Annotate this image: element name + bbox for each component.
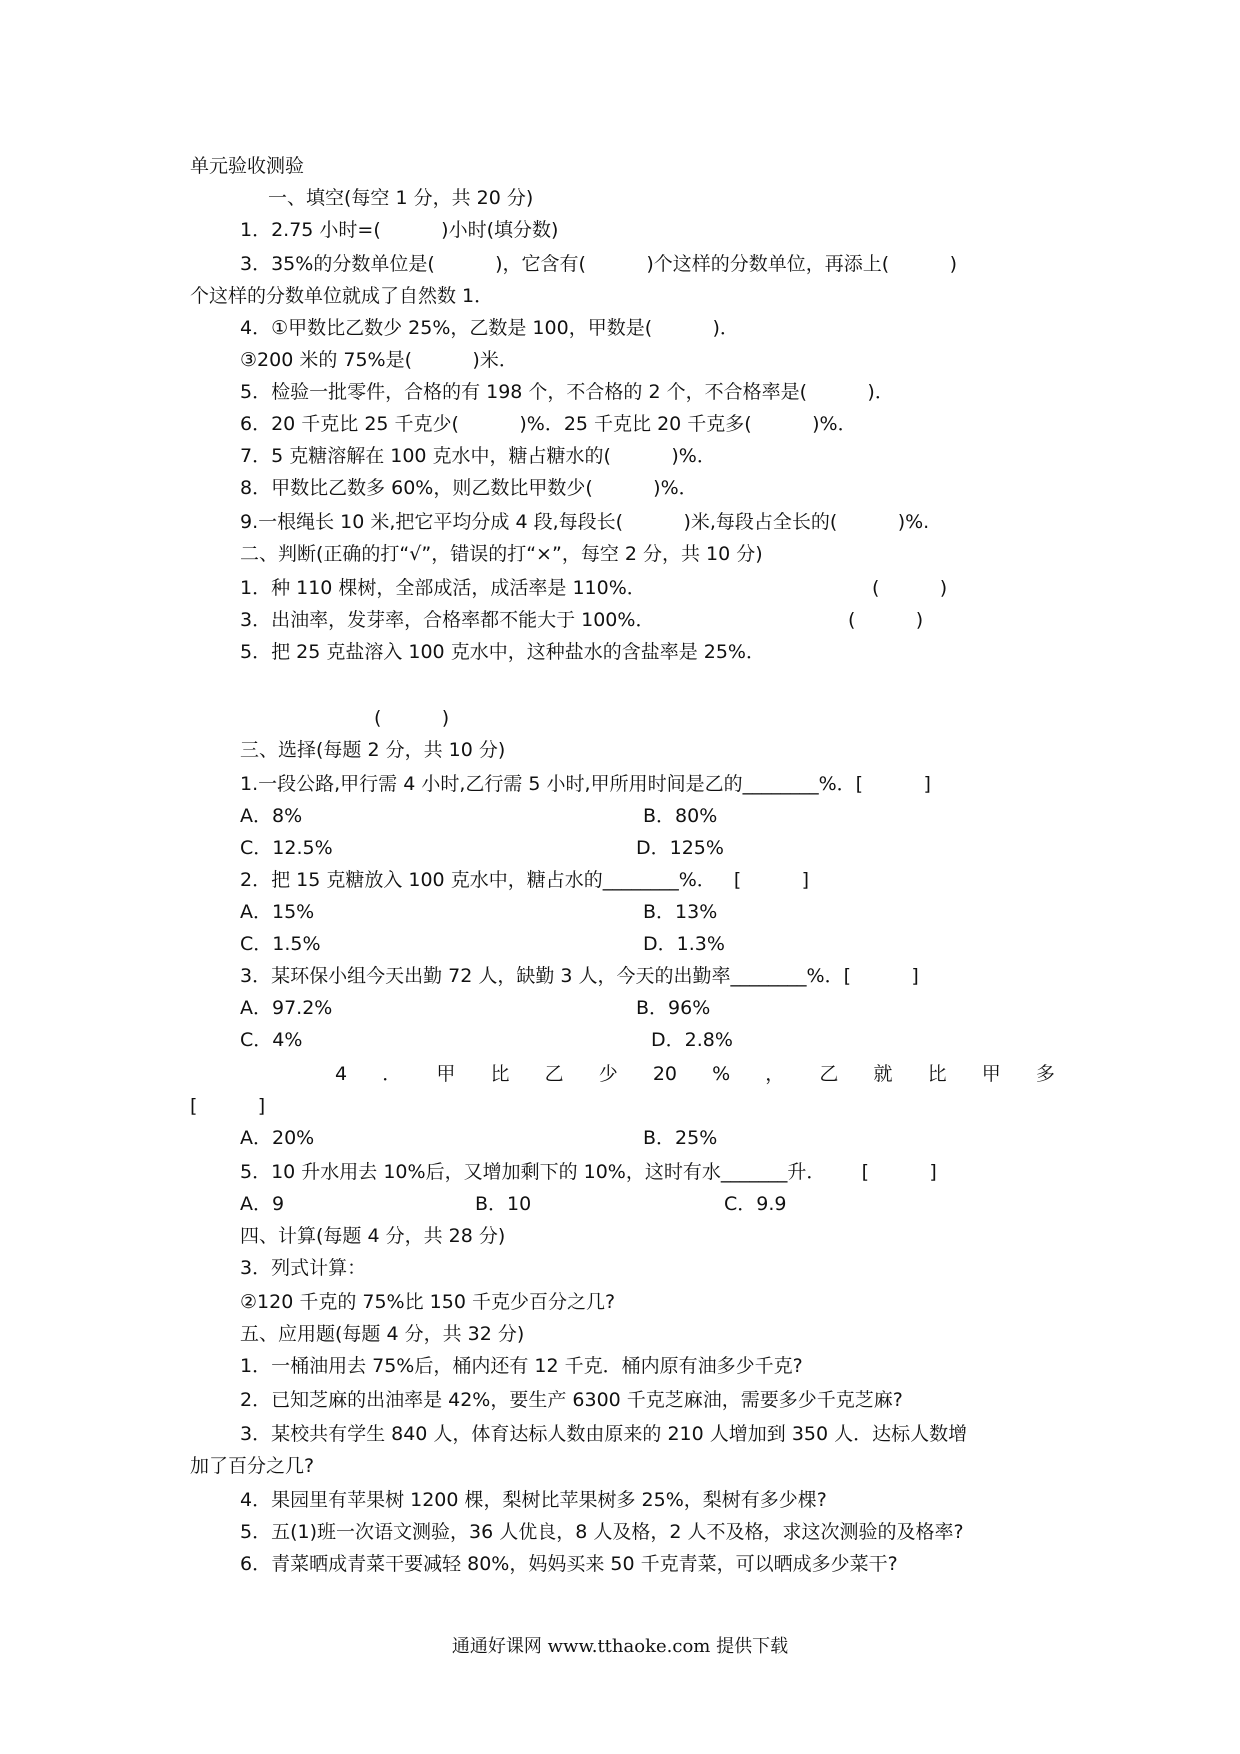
judge-question-1: 1．种 110 棵树，全部成活，成活率是 110%．	[240, 577, 646, 599]
q4-token: 4	[335, 1063, 348, 1085]
calc-question-3-part2: ②120 千克的 75%比 150 千克少百分之几?	[240, 1291, 616, 1313]
fill-question-9: 9.一根绳长 10 米,把它平均分成 4 段,每段长( )米,每段占全长的( )%.	[240, 511, 930, 533]
fill-question-4-part3: ③200 米的 75%是( )米．	[240, 349, 518, 371]
choice-1-option-a: A．8%	[240, 805, 303, 827]
choice-question-3: 3．某环保小组今天出勤 72 人，缺勤 3 人，今天的出勤率________%．[ ]	[240, 965, 919, 987]
choice-2-option-d: D．1.3%	[643, 933, 725, 955]
apply-question-6: 6．青菜晒成青菜干要减轻 80%，妈妈买来 50 千克青菜，可以晒成多少菜干?	[240, 1553, 898, 1575]
q4-token: 比	[490, 1063, 510, 1085]
judge-answer-3: ( )	[848, 609, 924, 631]
fill-question-8: 8．甲数比乙数多 60%，则乙数比甲数少( )%．	[240, 477, 698, 499]
fill-question-7: 7．5 克糖溶解在 100 克水中，糖占糖水的( )%．	[240, 445, 716, 467]
choice-1-option-d: D．125%	[636, 837, 724, 859]
apply-question-2: 2．已知芝麻的出油率是 42%，要生产 6300 千克芝麻油，需要多少千克芝麻?	[240, 1389, 903, 1411]
section-calc-heading: 四、计算(每题 4 分，共 28 分)	[240, 1225, 506, 1247]
choice-5-option-c: C．9.9	[724, 1193, 787, 1215]
q4-token: 20	[652, 1063, 678, 1085]
choice-question-1: 1.一段公路,甲行需 4 小时,乙行需 5 小时,甲所用时间是乙的________%．[ ]	[240, 773, 931, 795]
choice-3-option-b: B．96%	[636, 997, 711, 1019]
section-judge-heading: 二、判断(正确的打“√”，错误的打“×”，每空 2 分，共 10 分)	[240, 543, 763, 565]
apply-question-3: 3．某校共有学生 840 人，体育达标人数由原来的 210 人增加到 350 人．达标人数增	[240, 1423, 968, 1445]
q4-token: ，	[765, 1063, 785, 1085]
section-choice-heading: 三、选择(每题 2 分，共 10 分)	[240, 739, 506, 761]
q4-token: 甲	[436, 1063, 456, 1085]
choice-5-option-a: A．9	[240, 1193, 285, 1215]
q4-token: %	[712, 1063, 731, 1085]
q4-token: 比	[927, 1063, 947, 1085]
apply-question-1: 1．一桶油用去 75%后，桶内还有 12 千克．桶内原有油多少千克?	[240, 1355, 803, 1377]
apply-question-5: 5．五(1)班一次语文测验，36 人优良，8 人及格，2 人不及格，求这次测验的及格率?	[240, 1521, 964, 1543]
q4-token: 多	[1035, 1063, 1055, 1085]
fill-question-6: 6．20 千克比 25 千克少( )%．25 千克比 20 千克多( )%．	[240, 413, 857, 435]
choice-1-option-b: B．80%	[643, 805, 718, 827]
apply-question-4: 4．果园里有苹果树 1200 棵，梨树比苹果树多 25%，梨树有多少棵?	[240, 1489, 827, 1511]
choice-2-option-b: B．13%	[643, 901, 718, 923]
choice-3-option-c: C．4%	[240, 1029, 303, 1051]
apply-question-3-cont: 加了百分之几?	[190, 1455, 315, 1477]
fill-question-1: 1．2.75 小时=( )小时(填分数)	[240, 219, 559, 241]
choice-4-option-b: B．25%	[643, 1127, 718, 1149]
section-apply-heading: 五、应用题(每题 4 分，共 32 分)	[240, 1323, 525, 1345]
choice-question-4	[335, 1060, 1055, 1088]
q4-token: 甲	[981, 1063, 1001, 1085]
choice-question-2: 2．把 15 克糖放入 100 克水中，糖占水的________%． [ ]	[240, 869, 810, 891]
fill-question-3-cont: 个这样的分数单位就成了自然数 1．	[190, 285, 494, 307]
choice-5-option-b: B．10	[475, 1193, 532, 1215]
q4-token: 乙	[544, 1063, 564, 1085]
choice-2-option-c: C．1.5%	[240, 933, 321, 955]
fill-question-3: 3．35%的分数单位是( )，它含有( )个这样的分数单位，再添上( )	[240, 253, 957, 275]
choice-3-option-d: D．2.8%	[651, 1029, 733, 1051]
q4-token: 少	[598, 1063, 618, 1085]
judge-question-5: 5．把 25 克盐溶入 100 克水中，这种盐水的含盐率是 25%．	[240, 641, 765, 663]
section-fill-heading: 一、填空(每空 1 分，共 20 分)	[268, 187, 534, 209]
judge-answer-5: ( )	[374, 707, 450, 729]
page-footer: 通通好课网 www.tthaoke.com 提供下载	[451, 1636, 789, 1657]
q4-token: 乙	[819, 1063, 839, 1085]
choice-question-5: 5．10 升水用去 10%后，又增加剩下的 10%，这时有水_______升． [ ]	[240, 1161, 937, 1183]
choice-question-4-bracket: [ ]	[190, 1095, 266, 1117]
choice-2-option-a: A．15%	[240, 901, 315, 923]
page-title: 单元验收测验	[190, 155, 305, 177]
calc-question-3: 3．列式计算：	[240, 1257, 367, 1279]
fill-question-4: 4．①甲数比乙数少 25%，乙数是 100，甲数是( )．	[240, 317, 739, 339]
judge-question-3: 3．出油率，发芽率，合格率都不能大于 100%．	[240, 609, 655, 631]
q4-token: 就	[873, 1063, 893, 1085]
judge-answer-1: ( )	[872, 577, 948, 599]
choice-4-option-a: A．20%	[240, 1127, 315, 1149]
choice-3-option-a: A．97.2%	[240, 997, 333, 1019]
fill-question-5: 5．检验一批零件，合格的有 198 个，不合格的 2 个，不合格率是( )．	[240, 381, 894, 403]
choice-1-option-c: C．12.5%	[240, 837, 333, 859]
q4-token: ．	[382, 1063, 402, 1085]
